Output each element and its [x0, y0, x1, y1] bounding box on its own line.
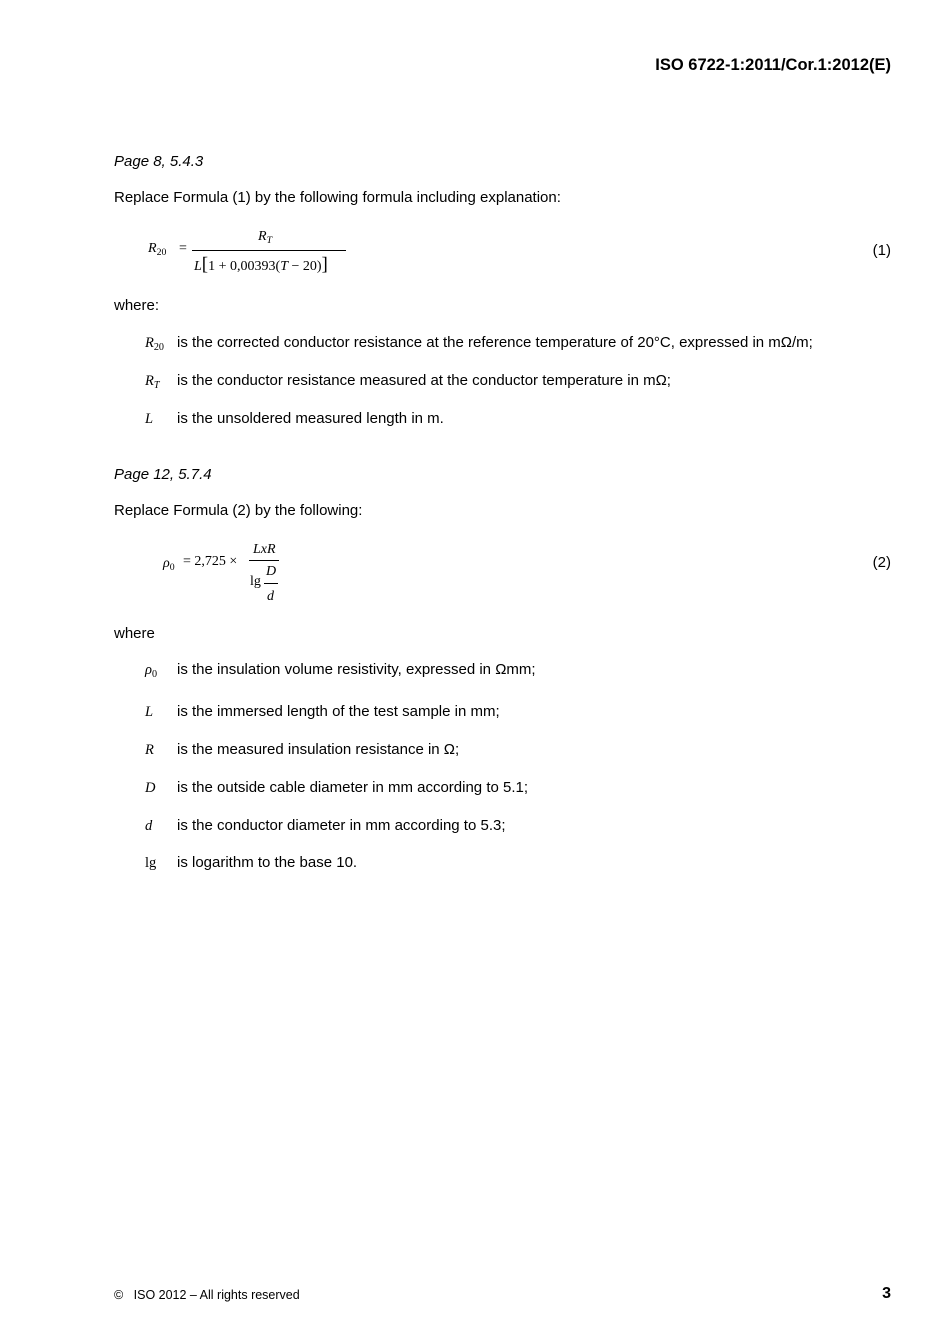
formula-2-inner-denominator: d [267, 589, 274, 604]
def-1-symbol-l: L [145, 411, 154, 427]
formula-1-equals: = [179, 241, 187, 256]
copyright-text: ISO 2012 – All rights reserved [133, 1288, 300, 1302]
def-2-symbol-r: R [145, 742, 154, 758]
def-1-symbol-r20: $R_{20}$ [145, 335, 164, 353]
section-1-reference: Page 8, 5.4.3 [114, 153, 204, 170]
section-2-where-label: where [114, 625, 155, 642]
formula-2-inner-fraction-bar [264, 583, 278, 584]
def-2-symbol-lg: lg [145, 855, 157, 871]
formula-1 [148, 228, 358, 278]
formula-1-fraction-bar [192, 250, 346, 251]
section-2-instruction: Replace Formula (2) by the following: [114, 502, 363, 519]
formula-1-number: (1) [872, 242, 891, 259]
document-header-id: ISO 6722-1:2011/Cor.1:2012(E) [655, 56, 891, 74]
page-number: 3 [882, 1285, 891, 1302]
copyright-icon: © [114, 1288, 124, 1302]
def-1-text-l: is the unsoldered measured length in m. [177, 410, 444, 427]
def-2-symbol-l: L [145, 704, 154, 720]
formula-2 [163, 541, 293, 611]
formula-2-inner-numerator: D [266, 564, 277, 579]
def-2-text-rho0: is the insulation volume resistivity, expressed in Ωmm; [177, 661, 536, 678]
section-2-reference: Page 12, 5.7.4 [114, 466, 212, 483]
formula-1-numerator: $R_T$ [258, 229, 273, 246]
def-1-symbol-rt: $R_T$ [145, 373, 160, 391]
def-2-text-l: is the immersed length of the test sample in mm; [177, 703, 500, 720]
formula-2-fraction-bar [249, 560, 279, 561]
def-2-symbol-d-upper: D [145, 780, 156, 796]
def-1-text-rt: is the conductor resistance measured at the conductor temperature in mΩ; [177, 372, 671, 389]
formula-2-lhs: $\rho_0$ [163, 556, 175, 573]
def-1-text-r20: is the corrected conductor resistance at the reference temperature of 20°C, expressed in mΩ/m; [177, 334, 813, 351]
formula-1-denominator: L[1 + 0,00393(T − 20)] [194, 254, 328, 275]
formula-2-coefficient: = 2,725 × [183, 554, 238, 569]
footer-copyright [114, 1288, 300, 1302]
formula-1-lhs: $R_{20}$ [148, 241, 167, 258]
section-1-instruction: Replace Formula (1) by the following formula including explanation: [114, 189, 561, 206]
formula-2-numerator: LxR [253, 542, 276, 557]
def-2-symbol-rho0: $\rho_0$ [145, 662, 158, 680]
def-2-symbol-d-lower: d [145, 818, 153, 834]
section-1-where-label: where: [114, 297, 160, 314]
formula-2-number: (2) [872, 554, 891, 571]
def-2-text-r: is the measured insulation resistance in Ω; [177, 741, 460, 758]
def-2-text-d-upper: is the outside cable diameter in mm according to 5.1; [177, 779, 529, 796]
formula-2-log: lg [250, 574, 261, 589]
def-2-text-d-lower: is the conductor diameter in mm according to 5.3; [177, 817, 506, 834]
def-2-text-lg: is logarithm to the base 10. [177, 854, 358, 871]
